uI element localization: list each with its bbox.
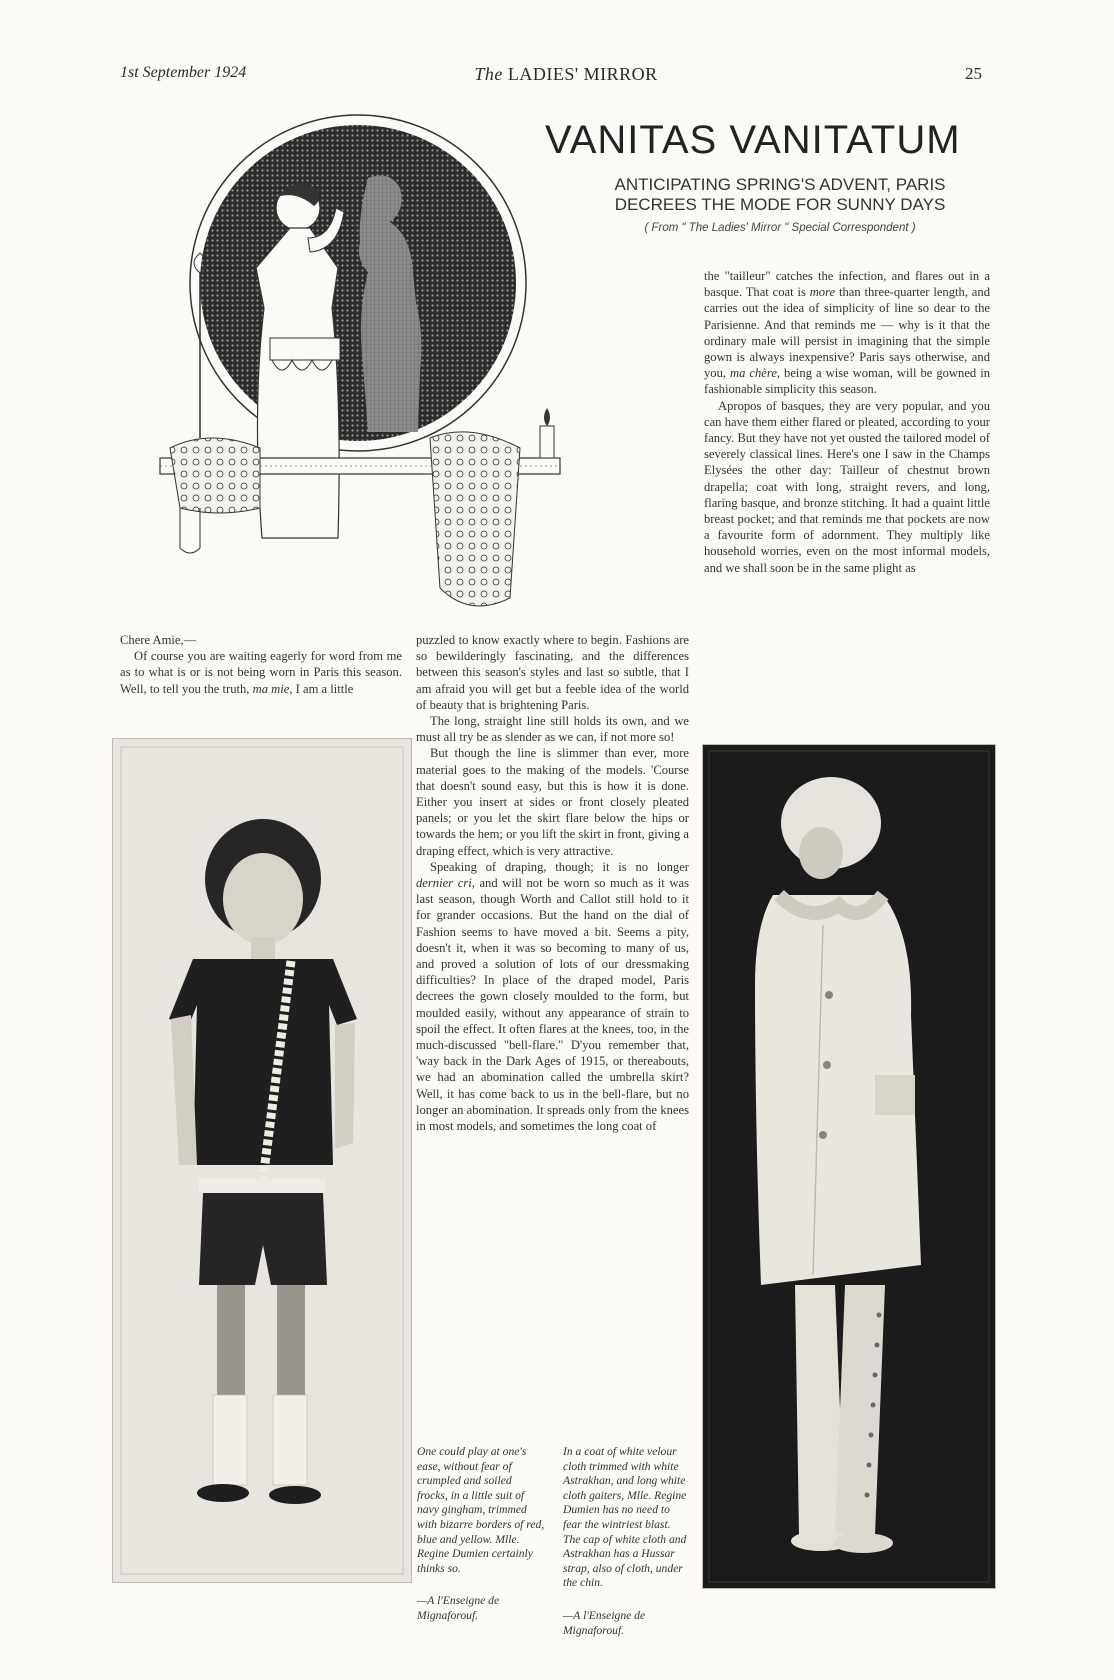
caption-left-photo xyxy=(417,1445,545,1624)
correspondent-credit: ( From " The Ladies' Mirror " Special Correspondent ) xyxy=(644,222,916,234)
caption-signature: —A l'Enseigne de Mignaforouf. xyxy=(563,1608,646,1637)
mirror-glass xyxy=(200,125,516,441)
caption-text: In a coat of white velour cloth trimmed with white Astrakhan, and long white cloth gaiters, Mlle. Regine Dumien has no need to fear the wintriest blast. The cap of white cloth and Astrakhan has a Hussar strap, also of cloth, under the chin. xyxy=(563,1445,687,1590)
draped-cloth-left xyxy=(170,438,260,513)
paragraph xyxy=(120,648,402,697)
article-subtitle xyxy=(565,175,995,215)
woman-gown xyxy=(256,228,339,538)
subtitle-line-2: DECREES THE MODE FOR SUNNY DAYS xyxy=(614,195,946,214)
text-run: the "tailleur" catches the infection, and flares out in a basque. That coat is xyxy=(704,269,990,300)
draped-cloth-right xyxy=(430,432,520,606)
photo-girl-gingham-suit xyxy=(112,738,412,1583)
paragraph: But though the line is slimmer than ever, more material goes to the making of the models. 'Course that doesn't sound easy, but this is how it is done. Either you insert at sides or front closely pleated panels; or you let the skirt flare below the hips or towards the hem; or you lift the skirt in front, giving a draping effect, which is very attractive. xyxy=(416,746,689,858)
paragraph xyxy=(704,268,990,398)
girl-leg-right xyxy=(277,1285,305,1395)
text-run-italic: more xyxy=(809,285,836,300)
text-run: than three-quarter length, and carries out the idea of simplicity of line so dear to the Parisienne. And that reminds me — why is it that the ordinary male will persist in imagining that the simple gown is always inexpensive? Paris says otherwise, and you, xyxy=(704,285,990,381)
girl-sock-left xyxy=(213,1395,247,1485)
gown-sash xyxy=(270,338,340,360)
text-run: Of course you are waiting eagerly for word from me as to what is or is not being worn in Paris this season. Well, to tell you the truth, xyxy=(120,649,402,696)
caption-signature: —A l'Enseigne de Mignaforouf. xyxy=(417,1594,500,1622)
tunic-hem-trim xyxy=(199,1179,325,1193)
girl-shoe-right xyxy=(833,1533,893,1553)
girl-shoe-left xyxy=(197,1484,249,1502)
subtitle-line-1: ANTICIPATING SPRING'S ADVENT, PARIS xyxy=(614,175,946,194)
caption-right-photo xyxy=(563,1445,688,1638)
text-run: Speaking of draping, though; it is no longer xyxy=(430,859,689,874)
coat-cuff xyxy=(875,1075,915,1115)
article-column-right xyxy=(704,268,990,576)
article-title: VANITAS VANITATUM xyxy=(545,118,961,162)
issue-date: 1st September 1924 xyxy=(120,64,247,81)
magazine-title xyxy=(438,64,694,85)
photo-girl-white-coat-svg xyxy=(703,745,995,1588)
photo-girl-gingham-svg xyxy=(113,739,411,1582)
article-column-middle xyxy=(416,632,689,1134)
girl-sock-right xyxy=(273,1395,307,1485)
girl-tunic xyxy=(169,959,357,1165)
girl-leg-left xyxy=(217,1285,245,1395)
caption-text: One could play at one's ease, without fear of crumpled and soiled frocks, in a little suit of navy gingham, trimmed with bizarre borders of red, blue and yellow. Mlle. Regine Dumien certainly thinks so. xyxy=(417,1445,545,1575)
text-run-italic: dernier cri, xyxy=(416,876,475,891)
text-run-italic: ma chère, xyxy=(730,366,781,381)
paragraph: The long, straight line still holds its own, and we must all try be as slender as we can, if not more so! xyxy=(416,714,689,745)
page-number: 25 xyxy=(965,64,982,83)
girl-face-profile xyxy=(799,827,843,879)
text-run: and will not be worn so much as it was last season, though Worth and Callot still hold to it for grander occasions. But the hand on the dial of Fashion seems to have moved a bit. Seems a pity, doesn't it, when it was so becoming to many of us, and proved a solution of lots of our dressmaking difficulties? In place of the draped model, Paris decrees the gown closely moulded to the form, but moulded easily, without any appearance of strain to spoil the effect. It often flares at the knees, too, in the much-discussed "bell-flare." D'you remember that, 'way back in the Dark Ages of 1915, or thereabouts, we had an abomination called the umbrella skirt? Well, it has come back to us in the bell-flare, but no longer an abomination. It spreads only from the knees in most models, and sometimes the long coat of xyxy=(416,876,689,1134)
photo-girl-white-coat xyxy=(702,744,996,1589)
candle xyxy=(540,426,554,458)
paragraph: Apropos of basques, they are very popular, and you can have them either flared or pleated, according to your fancy. But they have not yet ousted the tailored model of severely classical lines. Here's one I saw in the Champs Elysées the other day: Tailleur of chestnut brown drapella; coat with long, straight revers, and long, flaring basque, and bronze stitching. It had a quaint little breast pocket; and that reminds me that pockets are now a favourite form of adornment. They multiply like household worries, even on the most informal models, and we shall soon be in the same plight as xyxy=(704,398,990,575)
magazine-title-name: LADIES' MIRROR xyxy=(507,64,658,84)
girl-shoe-right xyxy=(269,1486,321,1504)
mirror-illustration xyxy=(130,108,570,623)
article-column-left xyxy=(120,632,402,697)
paragraph xyxy=(416,859,689,1134)
girl-face xyxy=(223,853,303,945)
girl-arm-right xyxy=(335,1023,355,1149)
mirror-illustration-svg xyxy=(130,108,570,623)
salutation: Chere Amie,— xyxy=(120,633,197,647)
text-run: being a wise woman, will be gowned in fashionable simplicity this season. xyxy=(704,366,990,397)
text-run-italic: ma mie, xyxy=(252,681,293,696)
magazine-title-the: The xyxy=(474,64,503,84)
text-run: I am a little xyxy=(292,681,354,696)
paragraph: puzzled to know exactly where to begin. Fashions are so bewilderingly fascinating, and the differences between this season's styles and last so subtle, that I am afraid you will get but a feeble idea of the world of beauty that is brightening Paris. xyxy=(416,633,689,712)
